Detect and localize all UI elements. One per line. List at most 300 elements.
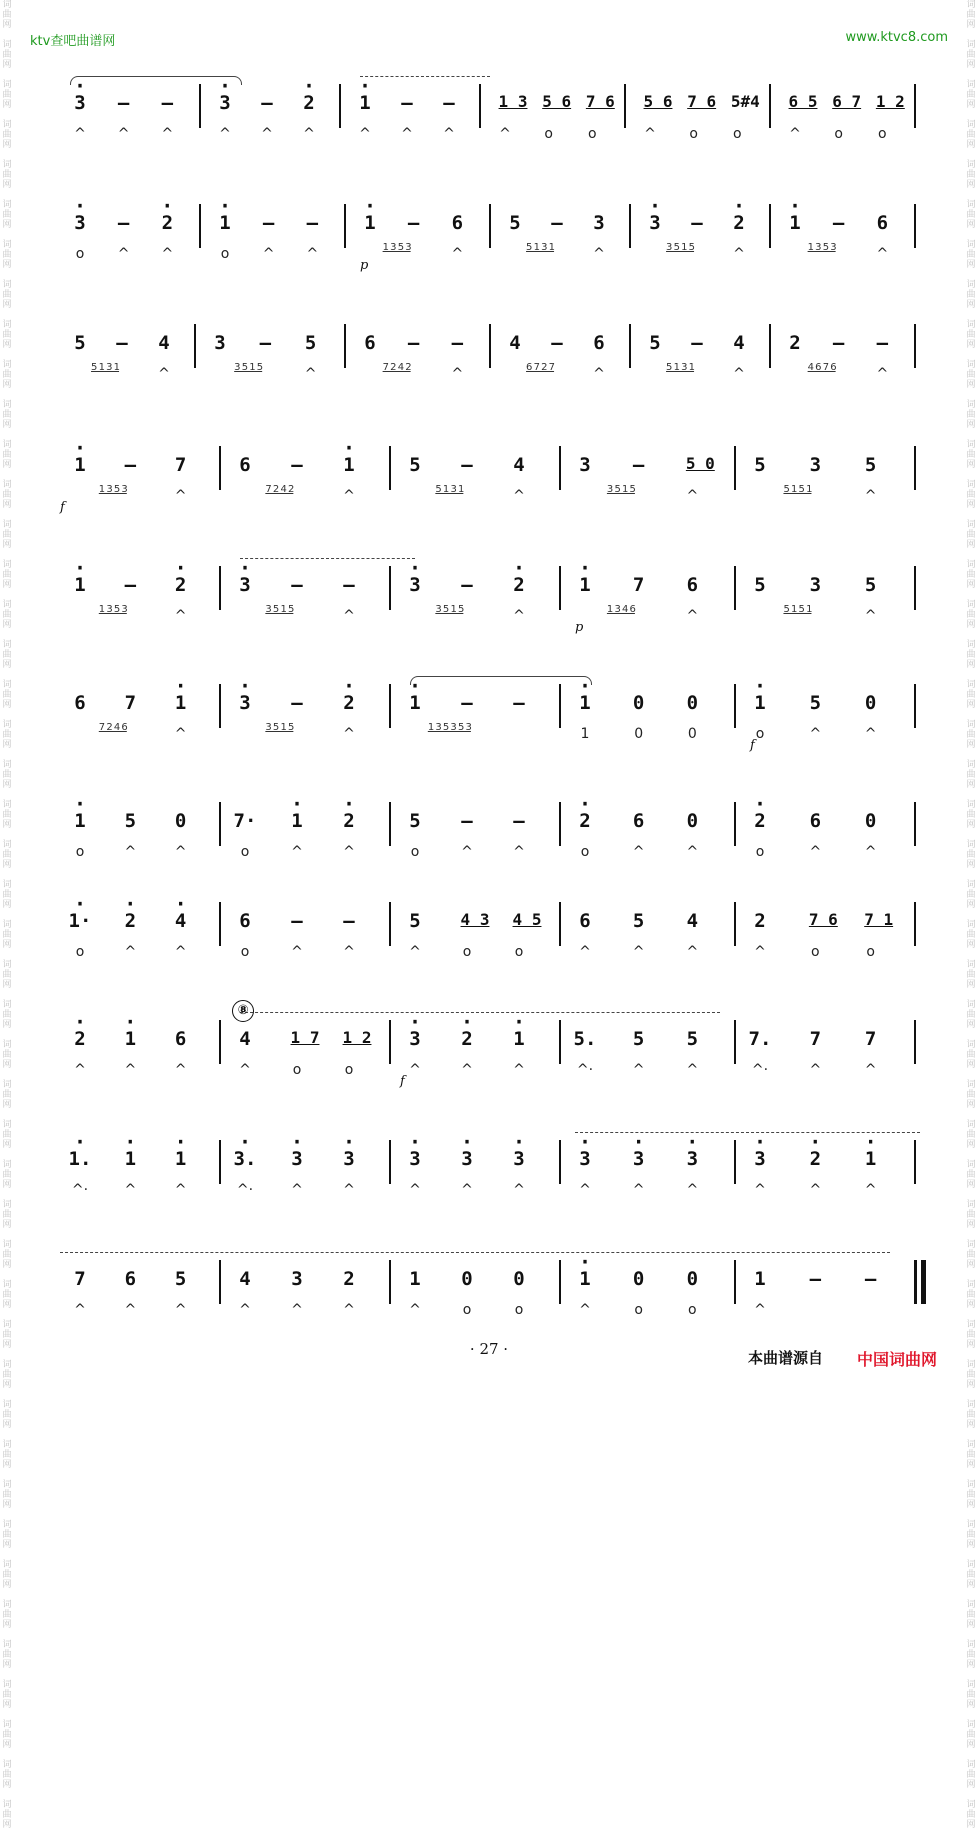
articulation-mark: o (588, 126, 597, 142)
bar-line (389, 1260, 391, 1304)
articulation-mark: ^ (174, 1062, 187, 1078)
note: – (632, 454, 645, 476)
note: – (809, 1268, 822, 1290)
note: 0 (686, 692, 699, 714)
articulation-mark: ^ (876, 246, 889, 262)
note: 1 (754, 1268, 766, 1290)
measure (64, 322, 190, 392)
measure (499, 202, 625, 272)
articulation-mark: o (514, 1302, 524, 1318)
note: – (259, 332, 272, 354)
articulation-mark: ^ (359, 126, 371, 142)
measure (229, 1258, 385, 1328)
score-row (60, 444, 920, 524)
articulation-mark: ^ (451, 366, 464, 382)
articulation-mark: ^ (686, 488, 699, 504)
articulation-mark: ^ (632, 1062, 645, 1078)
source-label: 本曲谱源自 (748, 1349, 824, 1367)
header-site-left[interactable]: ktv查吧曲谱网 (30, 34, 116, 49)
note: – (513, 692, 525, 714)
bar-line (914, 684, 916, 728)
bar-line (389, 902, 391, 946)
articulation-mark: ^ (174, 726, 187, 742)
measure (569, 682, 730, 752)
articulation-mark: o (344, 1062, 354, 1078)
note: · 3. (233, 1148, 257, 1170)
bar-line (194, 324, 196, 368)
note: – (117, 212, 130, 234)
note: – (876, 332, 889, 354)
accompaniment-figure: 1 3 5 3 (98, 484, 127, 495)
note: · 3 (233, 692, 257, 714)
articulation-mark: ^ (686, 944, 699, 960)
note: 6 (124, 1268, 137, 1290)
note: 3 (214, 332, 226, 354)
articulation-mark: ^ (239, 1062, 251, 1078)
note: · 1 (118, 1028, 142, 1050)
phrase-line (575, 1132, 920, 1141)
articulation-mark: o (733, 126, 742, 142)
note: · 1· (68, 910, 92, 932)
articulation-mark: ^ (513, 488, 525, 504)
articulation-mark: o (75, 844, 85, 860)
note: · 1 (169, 692, 193, 714)
accompaniment-figure: 6 7 2 7 (526, 362, 555, 373)
note: 0 (686, 1268, 699, 1290)
note: 6 (809, 810, 822, 832)
measure (399, 1258, 555, 1328)
note: 0 (864, 810, 877, 832)
articulation-mark: ^ (789, 126, 801, 142)
note: 5#4 (730, 92, 760, 111)
articulation-mark: ^ (409, 1182, 421, 1198)
articulation-mark: ^ (809, 844, 822, 860)
note: · 1 (68, 810, 92, 832)
note: – (291, 574, 303, 596)
measure (744, 682, 910, 752)
bar-line (624, 84, 626, 128)
measure (489, 82, 620, 152)
bar-line (629, 324, 631, 368)
note: · 1 (573, 1268, 597, 1290)
bar-line (734, 566, 736, 610)
accompaniment-figure: 3 5 1 5 (435, 604, 464, 615)
measure (744, 900, 910, 970)
articulation-mark: ^ (864, 1062, 877, 1078)
note: 7 6 (585, 92, 615, 111)
note: · 3 (285, 1148, 309, 1170)
measure (569, 1018, 730, 1088)
articulation-mark: ^· (71, 1182, 89, 1198)
measure (64, 82, 195, 152)
bar-line (914, 324, 916, 368)
bar-line (734, 446, 736, 490)
articulation-mark: ^ (343, 944, 355, 960)
note: – (343, 574, 355, 596)
measure (209, 202, 340, 272)
articulation-mark: o (866, 944, 875, 960)
note: · 1 (358, 212, 382, 234)
note: · 2 (748, 810, 772, 832)
articulation-mark: o (462, 1302, 472, 1318)
bar-line (914, 1260, 917, 1304)
note: 0 (461, 1268, 473, 1290)
note: – (513, 810, 525, 832)
note: · 1 (213, 212, 237, 234)
articulation-mark: ^ (124, 844, 137, 860)
note: · 1 (783, 212, 807, 234)
measure (639, 202, 765, 272)
note: · 2 (573, 810, 597, 832)
measure (569, 900, 730, 970)
dynamic-marking: p (575, 620, 584, 635)
measure (744, 444, 910, 514)
bar-line (219, 802, 221, 846)
articulation-mark: ^ (343, 608, 355, 624)
articulation-mark: ^ (124, 1062, 137, 1078)
note: – (864, 1268, 877, 1290)
note: 5 (809, 692, 822, 714)
articulation-mark: ^ (443, 126, 455, 142)
articulation-mark: ^ (343, 1182, 355, 1198)
note: 4 (686, 910, 699, 932)
bar-line (389, 684, 391, 728)
accompaniment-figure: 3 5 1 5 (234, 362, 263, 373)
score-row (60, 564, 920, 644)
measure (634, 82, 765, 152)
note: – (461, 810, 473, 832)
accompaniment-figure: 1 3 5 3 5 3 (427, 722, 471, 733)
articulation-mark: o (634, 1302, 643, 1318)
articulation-mark: ^ (754, 1182, 766, 1198)
accompaniment-figure: 5 1 3 1 (91, 362, 120, 373)
bar-line (219, 902, 221, 946)
accompaniment-figure: 5 1 5 1 (783, 484, 812, 495)
measure (569, 800, 730, 870)
measure (64, 444, 215, 514)
measure (209, 82, 335, 152)
note: 5 6 (542, 92, 572, 111)
measure (399, 444, 555, 514)
note: 4 (733, 332, 745, 354)
note: 5 (754, 454, 766, 476)
bar-line (389, 446, 391, 490)
articulation-mark: ^ (513, 1182, 525, 1198)
note: 5 (124, 810, 137, 832)
measure (64, 1018, 215, 1088)
accompaniment-figure: 1 3 5 3 (98, 604, 127, 615)
dynamic-marking: p (360, 258, 369, 273)
articulation-mark: ^ (409, 944, 421, 960)
note: 5 (304, 332, 317, 354)
articulation-mark: o (75, 944, 85, 960)
note: 6 (686, 574, 699, 596)
bar-line (769, 204, 771, 248)
note: · 2 (337, 692, 361, 714)
measure (744, 1138, 910, 1208)
bar-line (914, 566, 916, 610)
note: – (551, 332, 563, 354)
note: 3 (809, 454, 822, 476)
articulation-mark: ^ (809, 1062, 822, 1078)
note: 5 (409, 810, 421, 832)
note: 1 3 (498, 92, 528, 111)
articulation-mark: ^ (158, 366, 170, 382)
note: · 2 (169, 574, 193, 596)
articulation-mark: ^ (632, 1182, 645, 1198)
note: 5 6 (643, 92, 673, 111)
measure (64, 1258, 215, 1328)
accompaniment-figure: 5 1 3 1 (526, 242, 555, 253)
note: 3 (593, 212, 605, 234)
note: 2 (754, 910, 766, 932)
articulation-mark: ^· (751, 1062, 769, 1078)
articulation-mark: ^ (124, 1182, 137, 1198)
measure (229, 564, 385, 634)
articulation-mark: ^ (174, 1182, 187, 1198)
note: 6 (364, 332, 376, 354)
side-watermark-right: 词 曲 网 词 曲 网 词 曲 网 词 曲 网 词 曲 网 词 曲 网 词 曲 网 词 曲 网 词 曲 网 词 曲 网 词 曲 网 词 曲 网 词 曲 网 词 曲 网 词 曲 网 词 曲 网 词 曲 网 词 曲 网 词 曲 网 词 曲 网 词 曲 网 词 曲 网 词 曲 网 词 曲 网 词 曲 网 词 曲 网 词 曲 网 词 曲 网 词 曲 网 词 曲 网 词 曲 网 词 曲 网 词 曲 网 词 曲 网 词 曲 网 词 曲 网 词 曲 网 词 曲 网 词 曲 网 词 曲 网 词 曲 网 词 曲 网 词 曲 网 词 曲 网 词 曲 网 词 曲 网 (966, 0, 976, 1830)
note: – (124, 574, 137, 596)
note: – (117, 92, 130, 114)
bar-line (489, 204, 491, 248)
articulation-mark: ^· (236, 1182, 254, 1198)
articulation-mark: ^ (306, 246, 319, 262)
bar-line (219, 1140, 221, 1184)
bar-line (389, 1020, 391, 1064)
note: 0 (632, 1268, 645, 1290)
note: · 1 (337, 454, 361, 476)
bar-line (559, 1260, 561, 1304)
note: 0 (686, 810, 699, 832)
bar-line (559, 1140, 561, 1184)
note: 4 5 (512, 910, 542, 929)
measure (229, 800, 385, 870)
note: 5 (864, 574, 877, 596)
measure (64, 900, 215, 970)
articulation-mark: ^ (864, 488, 877, 504)
articulation-mark: o (544, 126, 553, 142)
articulation-mark: ^ (409, 1302, 421, 1318)
bar-line (914, 1020, 916, 1064)
note: · 2 (118, 910, 142, 932)
articulation-mark: o (462, 944, 472, 960)
articulation-mark: ^ (461, 1182, 473, 1198)
measure (64, 564, 215, 634)
note: 6 (451, 212, 464, 234)
note: – (407, 212, 420, 234)
articulation-mark: o (292, 1062, 302, 1078)
note: 7· (233, 810, 257, 832)
note: 5 (174, 1268, 187, 1290)
note: – (291, 454, 303, 476)
dynamic-marking: f (400, 1074, 405, 1089)
articulation-mark: ^ (262, 246, 275, 262)
note: 1 7 (290, 1028, 320, 1047)
bar-line (559, 684, 561, 728)
bar-line (389, 566, 391, 610)
articulation-mark: ^ (291, 944, 303, 960)
bar-line (339, 84, 341, 128)
note: 6 (239, 454, 251, 476)
note: – (832, 212, 845, 234)
note: 1 2 (342, 1028, 372, 1047)
measure (779, 82, 910, 152)
note: 7 (124, 692, 137, 714)
articulation-mark: ^ (409, 1062, 421, 1078)
measure (399, 1018, 555, 1088)
bar-line (559, 1020, 561, 1064)
note: · 3 (507, 1148, 531, 1170)
articulation-mark: ^ (451, 246, 464, 262)
note: · 1 (573, 574, 597, 596)
accompaniment-figure: 3 5 1 5 (265, 722, 294, 733)
articulation-mark: ^ (864, 726, 877, 742)
articulation-mark: o (755, 726, 765, 742)
bar-line (734, 1260, 736, 1304)
articulation-mark: ^ (74, 126, 86, 142)
note: – (832, 332, 845, 354)
bar-line (389, 1140, 391, 1184)
articulation-mark: ^ (261, 126, 273, 142)
note: · 3 (233, 574, 257, 596)
note: 5 (686, 1028, 699, 1050)
note: 5 (864, 454, 877, 476)
note: · 1 (748, 692, 772, 714)
note: 7 6 (687, 92, 717, 111)
accompaniment-figure: 1 3 5 3 (807, 242, 836, 253)
note: · 1. (68, 1148, 92, 1170)
side-watermark-left: 词 曲 网 词 曲 网 词 曲 网 词 曲 网 词 曲 网 词 曲 网 词 曲 网 词 曲 网 词 曲 网 词 曲 网 词 曲 网 词 曲 网 词 曲 网 词 曲 网 词 曲 网 词 曲 网 词 曲 网 词 曲 网 词 曲 网 词 曲 网 词 曲 网 词 曲 网 词 曲 网 词 曲 网 词 曲 网 词 曲 网 词 曲 网 词 曲 网 词 曲 网 词 曲 网 词 曲 网 词 曲 网 词 曲 网 词 曲 网 词 曲 网 词 曲 网 词 曲 网 词 曲 网 词 曲 网 词 曲 网 词 曲 网 词 曲 网 词 曲 网 词 曲 网 词 曲 网 词 曲 网 (2, 0, 12, 1830)
bar-line (734, 802, 736, 846)
note: 7 (632, 574, 645, 596)
measure (744, 1258, 910, 1328)
articulation-mark: ^ (593, 366, 605, 382)
accompaniment-figure: 4 6 7 6 (807, 362, 836, 373)
score-row (60, 800, 920, 880)
articulation-mark: o (878, 126, 887, 142)
note: 7 (864, 1028, 877, 1050)
note: 4 (239, 1028, 251, 1050)
measure (349, 82, 475, 152)
articulation-mark: ^ (513, 844, 525, 860)
note: 3 (809, 574, 822, 596)
bar-line (389, 802, 391, 846)
articulation-mark: ^ (291, 844, 303, 860)
articulation-mark: ^ (513, 608, 525, 624)
note: · 2 (727, 212, 751, 234)
measure (229, 682, 385, 752)
articulation-mark: ^ (74, 1302, 86, 1318)
articulation-mark: ^ (124, 1302, 137, 1318)
note: – (691, 332, 703, 354)
bar-line (559, 446, 561, 490)
articulation-mark: ^ (117, 126, 130, 142)
bar-line (479, 84, 481, 128)
note: 6 5 (788, 92, 818, 111)
note: 7 (174, 454, 187, 476)
score-row (60, 202, 920, 282)
articulation-mark: ^ (219, 126, 231, 142)
articulation-mark: ^ (401, 126, 413, 142)
accompaniment-figure: 1 3 5 3 (382, 242, 411, 253)
articulation-mark: ^ (303, 126, 315, 142)
articulation-mark: o (410, 844, 420, 860)
note: · 3 (403, 1028, 427, 1050)
note: 6 (74, 692, 86, 714)
bar-line (769, 324, 771, 368)
articulation-mark: ^ (174, 944, 187, 960)
note: · 1 (573, 692, 597, 714)
bar-line (559, 566, 561, 610)
note: 6 (579, 910, 591, 932)
note: 0 (632, 692, 645, 714)
articulation-mark: ^ (124, 944, 137, 960)
note: 7 6 (808, 910, 838, 929)
note: · 2 (803, 1148, 827, 1170)
articulation-mark: ^ (579, 1302, 591, 1318)
measure (354, 202, 485, 272)
header-site-right[interactable]: www.ktvc8.com (845, 30, 948, 45)
note: 0 (174, 810, 187, 832)
articulation-mark: o (688, 1302, 697, 1318)
note: – (443, 92, 455, 114)
note: – (551, 212, 563, 234)
accompaniment-figure: 3 5 1 5 (666, 242, 695, 253)
measure (744, 800, 910, 870)
note: · 1 (353, 92, 377, 114)
accompaniment-figure: 1 3 4 6 (606, 604, 635, 615)
note: 5 (632, 1028, 645, 1050)
measure (354, 322, 485, 392)
phrase-line (360, 76, 490, 85)
note: 3 (579, 454, 591, 476)
note: · 1 (285, 810, 309, 832)
note: – (124, 454, 137, 476)
note: – (116, 332, 128, 354)
note: · 3 (455, 1148, 479, 1170)
note: 1 2 (875, 92, 905, 111)
measure (779, 322, 910, 392)
brand-logo-text[interactable]: 中国词曲网 (857, 1350, 938, 1369)
articulation-mark: ^ (117, 246, 130, 262)
articulation-mark: o (755, 844, 765, 860)
note: · 2 (337, 810, 361, 832)
articulation-mark: ^ (343, 726, 355, 742)
bar-line (199, 84, 201, 128)
articulation-mark: o (811, 944, 820, 960)
articulation-mark: ^ (174, 608, 187, 624)
measure (399, 1138, 555, 1208)
note: · 3 (748, 1148, 772, 1170)
articulation-mark: ^ (343, 1302, 355, 1318)
articulation-mark: ^ (876, 366, 889, 382)
note: · 3 (403, 1148, 427, 1170)
score-row (60, 682, 920, 762)
measure (569, 564, 730, 634)
bar-line (199, 204, 201, 248)
bar-line (559, 802, 561, 846)
articulation-mark: ^ (733, 246, 745, 262)
note: 5 (409, 910, 421, 932)
note: · 3 (643, 212, 667, 234)
measure (229, 444, 385, 514)
measure (639, 322, 765, 392)
note: – (161, 92, 174, 114)
articulation-mark: 0 (634, 726, 644, 742)
note: – (451, 332, 464, 354)
bar-line (219, 684, 221, 728)
